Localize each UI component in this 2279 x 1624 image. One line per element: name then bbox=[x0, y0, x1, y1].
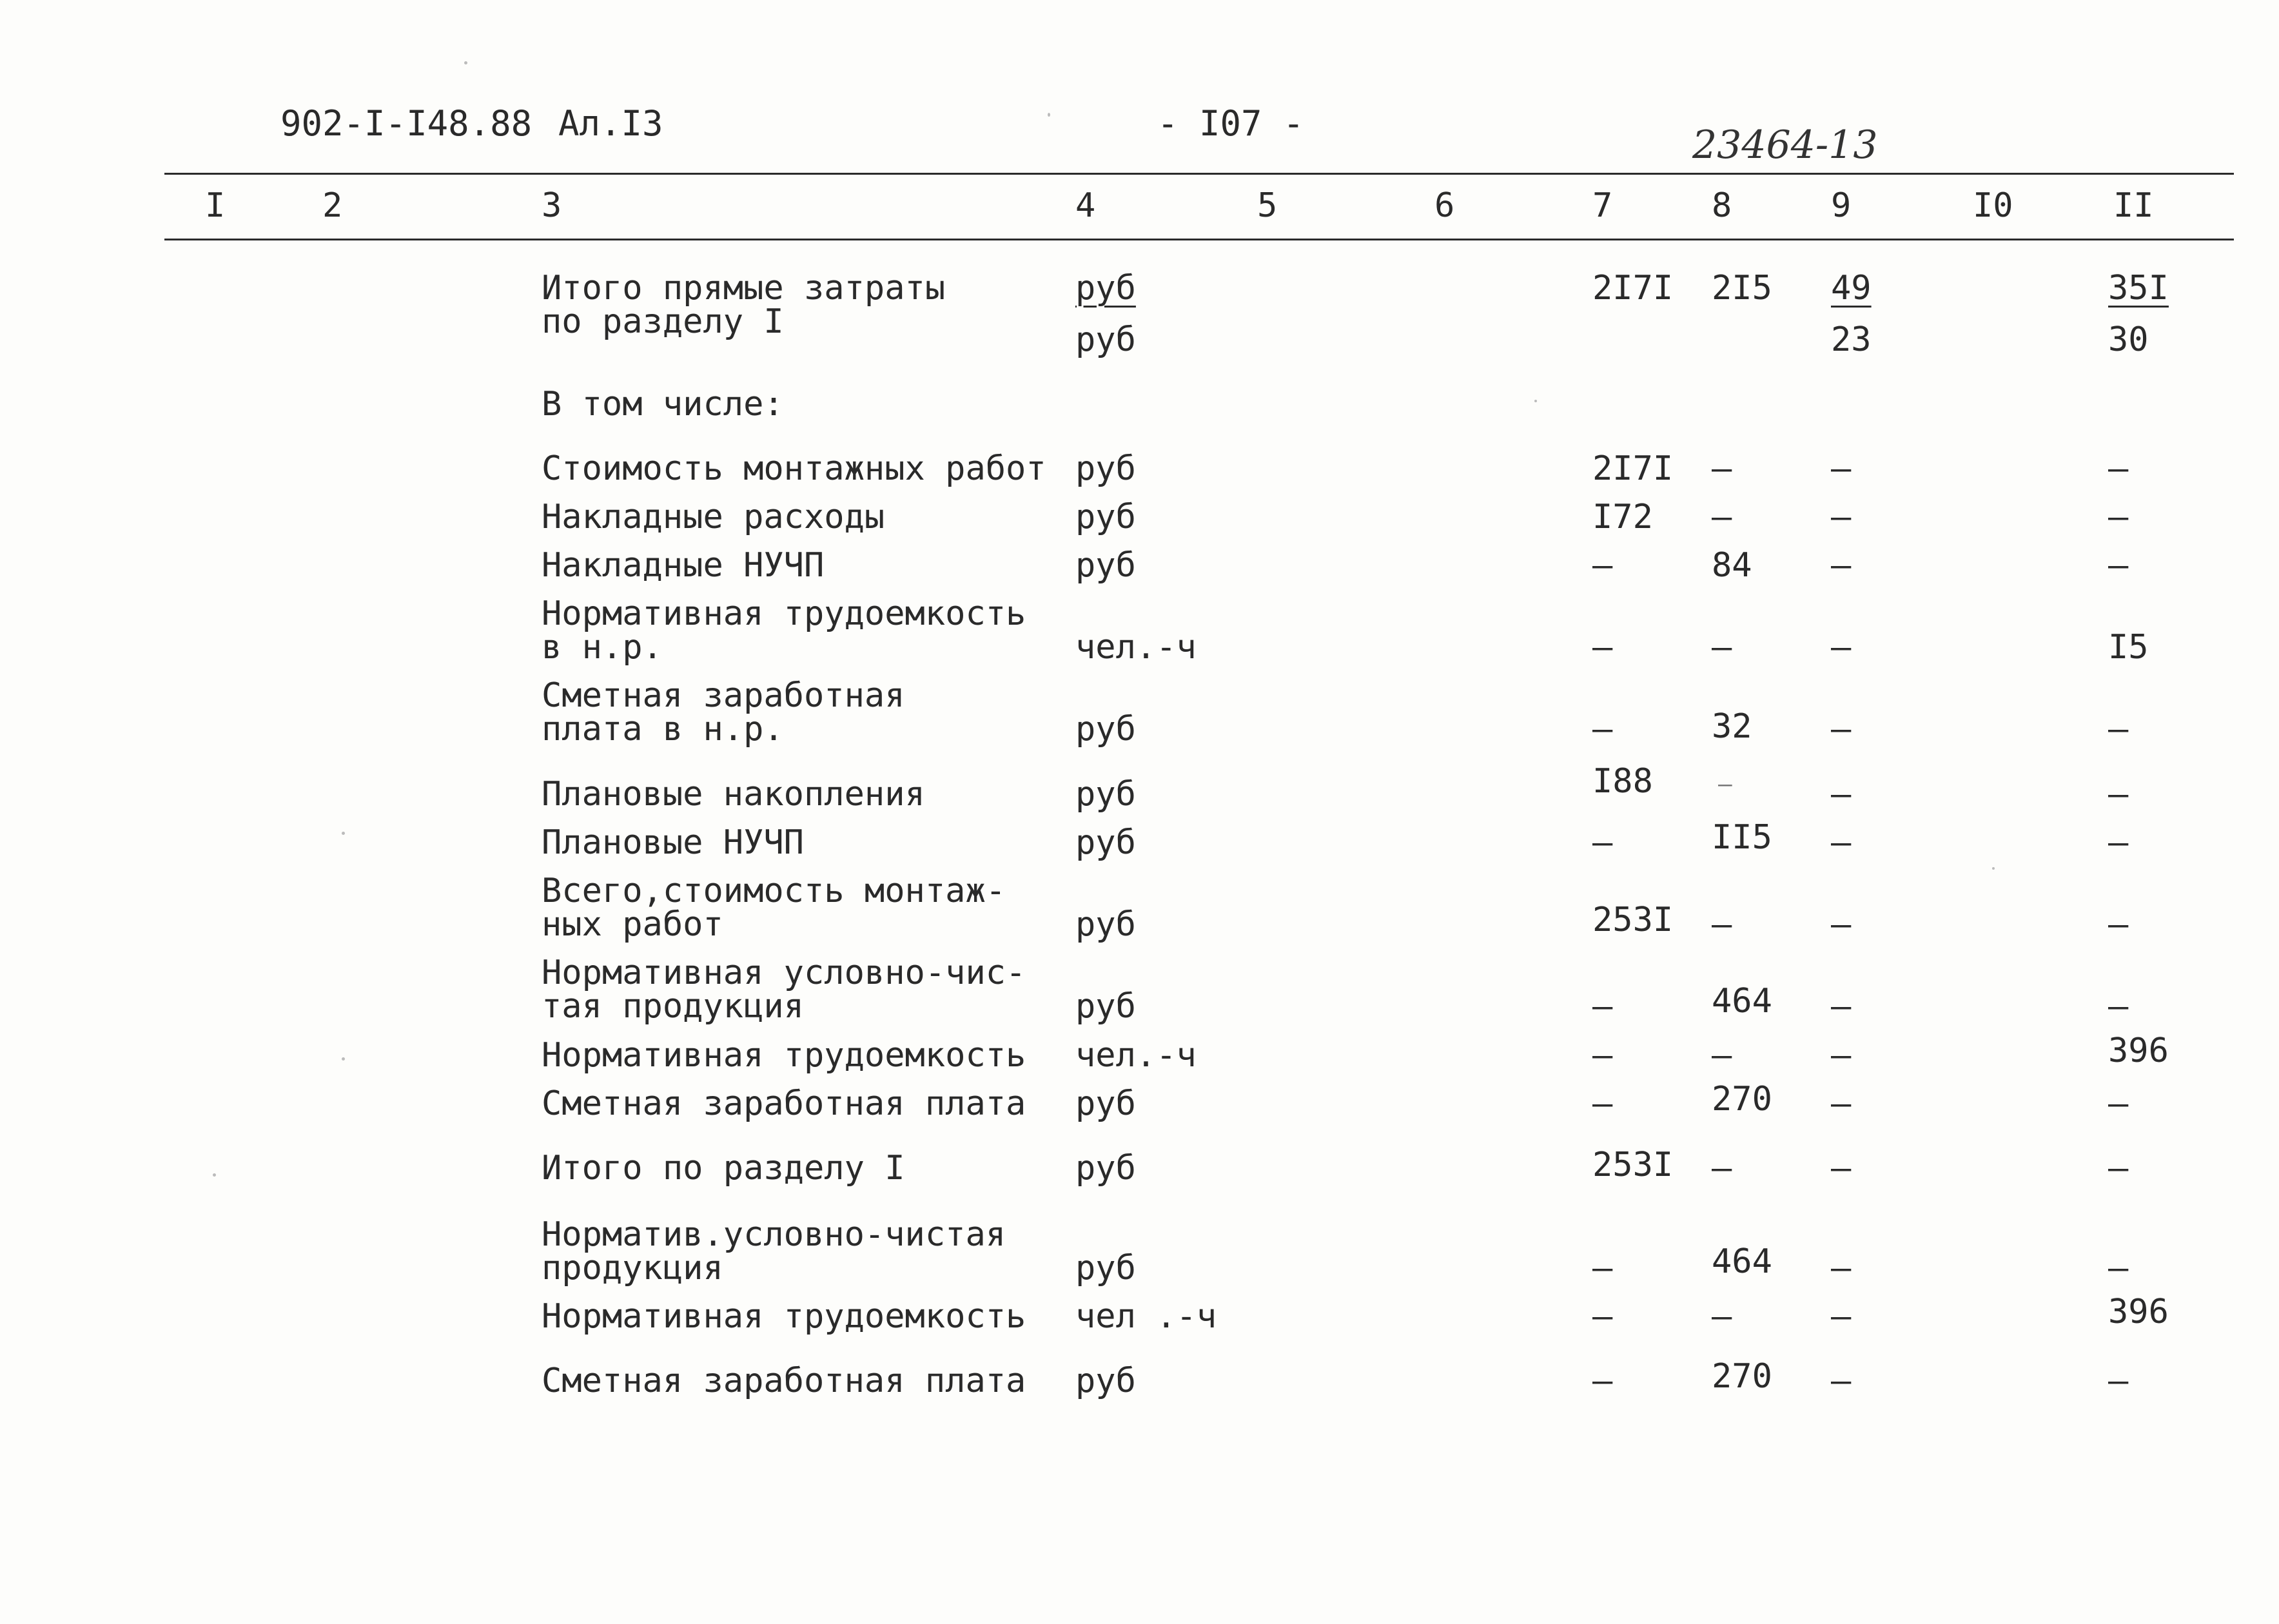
row-unit: руб bbox=[1075, 1149, 1136, 1188]
sheet-number: Ал.I3 bbox=[558, 103, 663, 144]
cell-col8: 32 bbox=[1712, 707, 1752, 746]
row-unit: руб bbox=[1075, 1249, 1136, 1287]
cell-col7: – bbox=[1592, 823, 1613, 862]
cell-col9: – bbox=[1831, 1362, 1852, 1400]
row-unit: чел.-ч bbox=[1075, 1036, 1197, 1075]
header-rule-bottom bbox=[164, 239, 2234, 240]
scan-speck bbox=[1048, 113, 1050, 117]
cell-col7: – bbox=[1592, 1362, 1613, 1400]
row-label-cont: ных работ bbox=[542, 905, 723, 944]
cell-col8: 464 bbox=[1712, 982, 1772, 1021]
cell-col9: – bbox=[1831, 775, 1852, 814]
row-label: Накладные НУЧП bbox=[542, 546, 825, 585]
row-label-cont: по разделу I bbox=[542, 302, 784, 341]
row-unit: чел .-ч bbox=[1075, 1297, 1217, 1336]
header-rule-top bbox=[164, 173, 2234, 175]
cell-col8: 2I5 bbox=[1712, 269, 1772, 308]
cell-col8: – bbox=[1712, 498, 1732, 536]
cell-col11: I5 bbox=[2108, 628, 2149, 667]
cell-col11: – bbox=[2108, 710, 2129, 748]
cell-col9: – bbox=[1831, 1084, 1852, 1123]
cell-col9: – bbox=[1831, 1249, 1852, 1287]
cell-col8: 270 bbox=[1712, 1357, 1772, 1396]
cell-col9: – bbox=[1831, 1149, 1852, 1188]
cell-col11: – bbox=[2108, 905, 2129, 944]
cell-col11-numerator: 35I bbox=[2108, 269, 2169, 308]
column-number-10: I0 bbox=[1973, 186, 2013, 225]
row-label: Нормативная трудоемкость bbox=[542, 1036, 1026, 1075]
cell-col7: – bbox=[1592, 987, 1613, 1026]
row-unit: руб bbox=[1075, 269, 1136, 308]
row-unit: руб bbox=[1075, 775, 1136, 814]
cell-col7: I72 bbox=[1592, 498, 1653, 536]
cell-col7: – bbox=[1592, 546, 1613, 585]
cell-col11: – bbox=[2108, 498, 2129, 536]
cell-col9: – bbox=[1831, 546, 1852, 585]
page-number: - I07 - bbox=[1157, 103, 1304, 144]
cell-col7: 2I7I bbox=[1592, 449, 1674, 488]
row-label: Сметная заработная плата bbox=[542, 1084, 1026, 1123]
cell-col9: – bbox=[1831, 1297, 1852, 1336]
column-number-11: II bbox=[2113, 186, 2154, 225]
cell-col9: – bbox=[1831, 823, 1852, 862]
scan-speck bbox=[1992, 867, 1995, 870]
row-unit: руб bbox=[1075, 987, 1136, 1026]
row-unit-2: руб bbox=[1075, 320, 1136, 359]
row-label: Плановые накопления bbox=[542, 775, 925, 814]
row-unit: руб bbox=[1075, 1362, 1136, 1400]
row-label-cont: плата в н.р. bbox=[542, 710, 784, 748]
cell-col8: – bbox=[1718, 771, 1732, 797]
row-label: Накладные расходы bbox=[542, 498, 885, 536]
cell-col11: – bbox=[2108, 987, 2129, 1026]
column-number-2: 2 bbox=[322, 186, 343, 225]
cell-col8: – bbox=[1712, 905, 1732, 944]
row-unit: руб bbox=[1075, 1084, 1136, 1123]
cell-col9-denominator: 23 bbox=[1831, 320, 1872, 359]
cell-col8: II5 bbox=[1712, 818, 1772, 857]
document-code: 902-I-I48.88 bbox=[280, 103, 533, 144]
cell-col7: – bbox=[1592, 1297, 1613, 1336]
row-label-cont: продукция bbox=[542, 1249, 723, 1287]
cell-col8: – bbox=[1712, 628, 1732, 667]
row-label-cont: в н.р. bbox=[542, 628, 663, 667]
cell-col7: – bbox=[1592, 1249, 1613, 1287]
scan-speck bbox=[342, 1057, 345, 1061]
cell-col9-numerator: 49 bbox=[1831, 269, 1872, 308]
cell-col9: – bbox=[1831, 498, 1852, 536]
scan-speck bbox=[1534, 400, 1537, 402]
cell-col8: – bbox=[1712, 449, 1732, 488]
cell-col8: – bbox=[1712, 1036, 1732, 1075]
cell-col9: – bbox=[1831, 710, 1852, 748]
row-label: Нормативная трудоемкость bbox=[542, 1297, 1026, 1336]
cell-col7: – bbox=[1592, 710, 1613, 748]
column-number-4: 4 bbox=[1075, 186, 1096, 225]
scan-speck bbox=[342, 832, 345, 835]
row-label: Сметная заработная bbox=[542, 676, 905, 715]
row-label-cont: тая продукция bbox=[542, 987, 804, 1026]
row-label: Нормативная трудоемкость bbox=[542, 594, 1026, 633]
cell-col8: 270 bbox=[1712, 1080, 1772, 1119]
row-label: Итого прямые затраты bbox=[542, 269, 946, 308]
cell-col7: 2I7I bbox=[1592, 269, 1674, 308]
column-number-7: 7 bbox=[1592, 186, 1613, 225]
row-unit: руб bbox=[1075, 449, 1136, 488]
column-number-1: I bbox=[205, 186, 226, 225]
cell-col11: 396 bbox=[2108, 1032, 2169, 1070]
inventory-number: 23464-13 bbox=[1692, 122, 1878, 168]
cell-col9: – bbox=[1831, 1036, 1852, 1075]
column-number-3: 3 bbox=[542, 186, 562, 225]
cell-col11: – bbox=[2108, 775, 2129, 814]
cell-col7: 253I bbox=[1592, 901, 1674, 939]
cell-col9: – bbox=[1831, 628, 1852, 667]
column-number-8: 8 bbox=[1712, 186, 1732, 225]
section-subheading: В том числе: bbox=[542, 385, 784, 424]
row-unit: руб bbox=[1075, 823, 1136, 862]
row-label: Итого по разделу I bbox=[542, 1149, 905, 1188]
scan-speck bbox=[464, 61, 467, 64]
row-unit: руб bbox=[1075, 546, 1136, 585]
row-unit: руб bbox=[1075, 710, 1136, 748]
cell-col11: – bbox=[2108, 546, 2129, 585]
row-label: Стоимость монтажных работ bbox=[542, 449, 1046, 488]
cell-col11: – bbox=[2108, 1249, 2129, 1287]
cell-col11: – bbox=[2108, 1362, 2129, 1400]
scan-speck bbox=[213, 1173, 216, 1177]
cell-col8: 464 bbox=[1712, 1242, 1772, 1281]
cell-col9: – bbox=[1831, 449, 1852, 488]
column-number-9: 9 bbox=[1831, 186, 1852, 225]
cell-col8: – bbox=[1712, 1149, 1732, 1188]
cell-col11: – bbox=[2108, 1149, 2129, 1188]
cell-col9: – bbox=[1831, 987, 1852, 1026]
row-label: Всего,стоимость монтаж- bbox=[542, 872, 1006, 910]
cell-col11-denominator: 30 bbox=[2108, 320, 2149, 359]
cell-col7: – bbox=[1592, 1036, 1613, 1075]
row-label: Норматив.условно-чистая bbox=[542, 1215, 1006, 1254]
cell-col8: 84 bbox=[1712, 546, 1752, 585]
row-unit: руб bbox=[1075, 498, 1136, 536]
cell-col7: – bbox=[1592, 1084, 1613, 1123]
cell-col7: 253I bbox=[1592, 1146, 1674, 1184]
row-label: Нормативная условно-чис- bbox=[542, 954, 1026, 992]
cell-col7: I88 bbox=[1592, 762, 1653, 801]
cell-col11: – bbox=[2108, 823, 2129, 862]
row-unit: руб bbox=[1075, 905, 1136, 944]
cell-col7: – bbox=[1592, 628, 1613, 667]
column-number-6: 6 bbox=[1434, 186, 1455, 225]
cell-col9: – bbox=[1831, 905, 1852, 944]
cell-col11: – bbox=[2108, 1084, 2129, 1123]
row-unit: чел.-ч bbox=[1075, 628, 1197, 667]
cell-col11: 396 bbox=[2108, 1293, 2169, 1331]
row-label: Плановые НУЧП bbox=[542, 823, 804, 862]
row-label: Сметная заработная плата bbox=[542, 1362, 1026, 1400]
cell-col11: – bbox=[2108, 449, 2129, 488]
cell-col8: – bbox=[1712, 1297, 1732, 1336]
column-number-5: 5 bbox=[1257, 186, 1278, 225]
